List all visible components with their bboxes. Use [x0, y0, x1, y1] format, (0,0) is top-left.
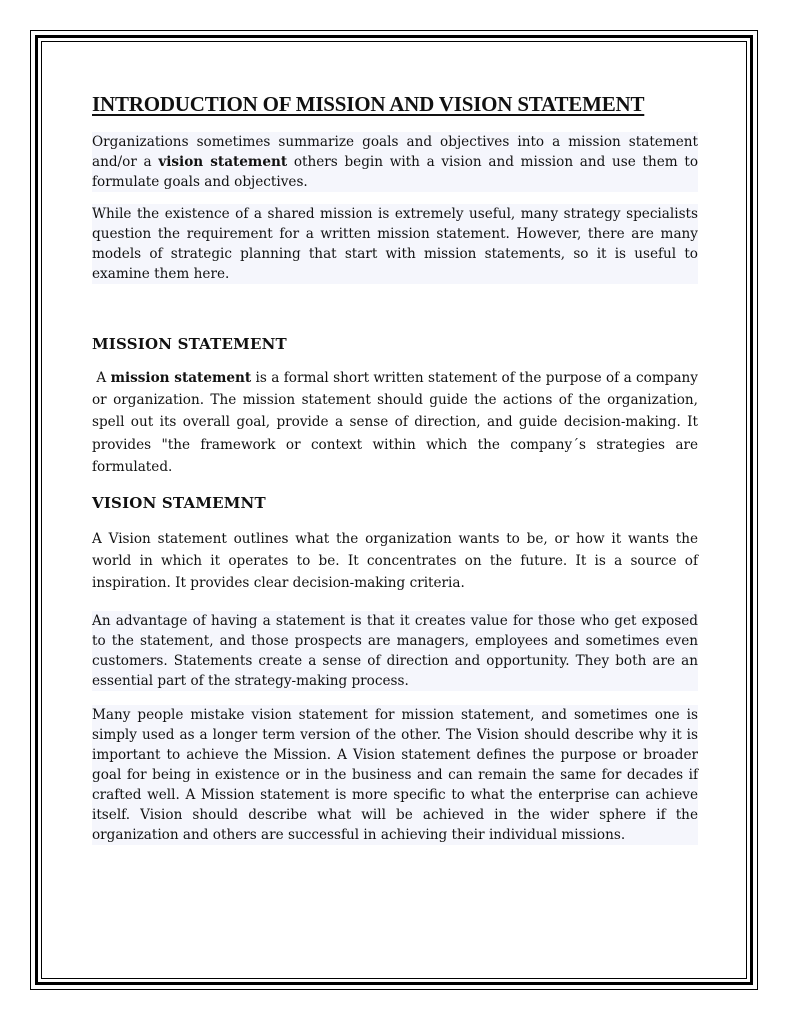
- intro-paragraph-1: [92, 132, 698, 192]
- vision-paragraph-3: Many people mistake vision statement for mission statement, and sometimes one is simply used as a longer term version of the other. The Vision should describe why it is important to achieve the Mission. A Vision statement defines the purpose or broader goal for being in existence or in the business and can remain the same for decades if crafted well. A Mission statement is more specific to what the enterprise can achieve itself. Vision should describe what will be achieved in the wider sphere if the organization and others are successful in achieving their individual missions.: [92, 706, 698, 843]
- intro-p1-text-after: others begin with a vision and mission and use them to formulate goals and objectives.: [92, 154, 699, 190]
- vision-paragraph-2: An advantage of having a statement is that it creates value for those who get exposed to the statement, and those prospects are managers, employees and sometimes even customers. Statements create a sense of direction and opportunity. They both are an essential part of the strategy-making process.: [92, 612, 698, 689]
- intro-p1-bold-term: vision statement: [158, 154, 288, 170]
- mission-p1-text-after: is a formal short written statement of the purpose of a company or organization. The mission statement should guide the actions of the organization, spell out its overall goal, provide a sense of direction, and guide decision-making. It provides "the framework or context within which the company´s strategies are formulated.: [92, 370, 698, 475]
- vision-paragraph-1: A Vision statement outlines what the organization wants to be, or how it wants the world in which it operates to be. It concentrates on the future. It is a source of inspiration. It provides clear decision-making criteria.: [92, 531, 698, 592]
- page-title: INTRODUCTION OF MISSION AND VISION STATEMENT: [92, 92, 645, 116]
- document-body: [92, 92, 698, 845]
- intro-p1-text-before: Organizations sometimes summarize goals and objectives into a mission statement and/or a: [92, 134, 698, 170]
- mission-p1-text-before: A: [96, 370, 111, 386]
- mission-paragraph-1: [92, 367, 698, 478]
- intro-paragraph-2: While the existence of a shared mission is extremely useful, many strategy specialists question the requirement for a written mission statement. However, there are many models of strategic planning that start with mission statements, so it is useful to examine them here.: [92, 206, 698, 282]
- vision-heading: VISION STAMEMNT: [92, 494, 266, 513]
- mission-heading: MISSION STATEMENT: [92, 335, 287, 353]
- mission-p1-bold-term: mission statement: [110, 370, 252, 386]
